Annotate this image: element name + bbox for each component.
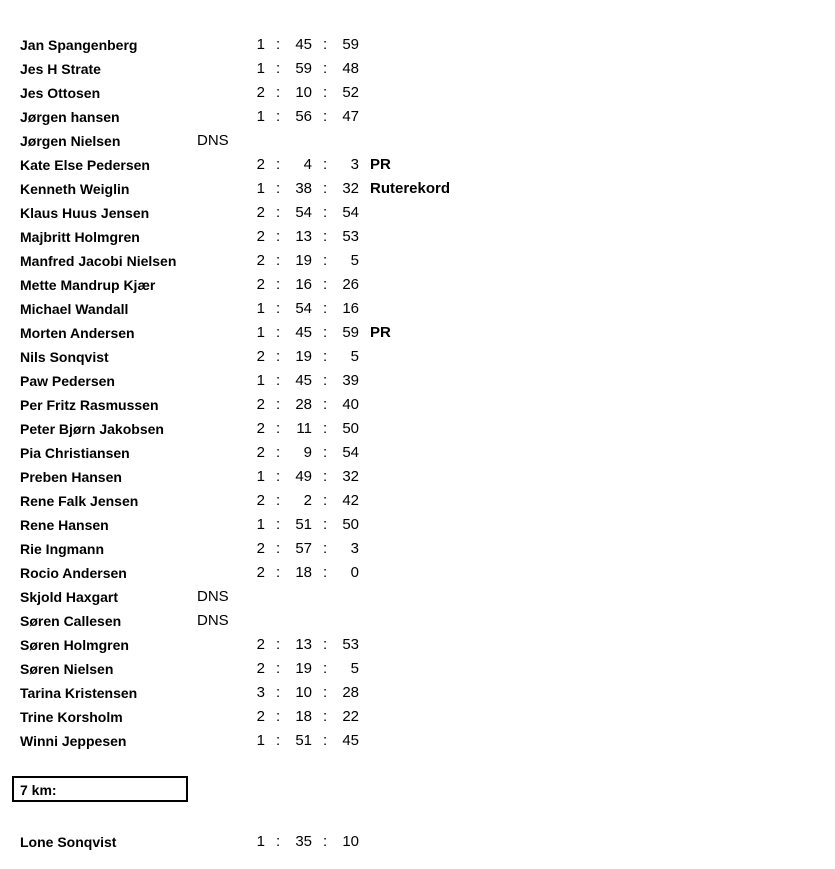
time-separator: : bbox=[323, 252, 328, 269]
time-minutes: 19 bbox=[295, 348, 312, 365]
time-separator: : bbox=[276, 540, 281, 557]
time-hours: 1 bbox=[256, 372, 265, 389]
time-separator: : bbox=[323, 684, 328, 701]
runner-name: Pia Christiansen bbox=[20, 445, 130, 461]
runner-name: Søren Nielsen bbox=[20, 661, 114, 677]
table-row bbox=[0, 321, 835, 345]
time-hours: 1 bbox=[256, 108, 265, 125]
runner-name: Trine Korsholm bbox=[20, 709, 123, 725]
time-separator: : bbox=[276, 396, 281, 413]
time-hours: 1 bbox=[256, 180, 265, 197]
time-hours: 1 bbox=[256, 300, 265, 317]
table-row bbox=[0, 105, 835, 129]
runner-name: Jørgen Nielsen bbox=[20, 133, 121, 149]
time-hours: 2 bbox=[256, 348, 265, 365]
time-separator: : bbox=[276, 300, 281, 317]
time-separator: : bbox=[276, 372, 281, 389]
time-seconds: 26 bbox=[342, 276, 359, 293]
time-minutes: 16 bbox=[295, 276, 312, 293]
runner-name: Søren Callesen bbox=[20, 613, 122, 629]
time-separator: : bbox=[323, 372, 328, 389]
time-seconds: 5 bbox=[350, 252, 359, 269]
time-hours: 1 bbox=[256, 516, 265, 533]
time-minutes: 18 bbox=[295, 564, 312, 581]
runner-name: Rene Falk Jensen bbox=[20, 493, 139, 509]
time-minutes: 45 bbox=[295, 36, 312, 53]
section-7km-header bbox=[12, 776, 188, 802]
time-separator: : bbox=[323, 444, 328, 461]
table-row bbox=[0, 705, 835, 729]
time-minutes: 35 bbox=[295, 833, 312, 850]
time-minutes: 10 bbox=[295, 84, 312, 101]
time-separator: : bbox=[323, 708, 328, 725]
time-hours: 2 bbox=[256, 420, 265, 437]
table-row bbox=[0, 441, 835, 465]
table-row bbox=[0, 297, 835, 321]
runner-name: Jes Ottosen bbox=[20, 85, 101, 101]
runner-name: Skjold Haxgart bbox=[20, 589, 119, 605]
time-separator: : bbox=[323, 204, 328, 221]
time-separator: : bbox=[323, 732, 328, 749]
table-row bbox=[0, 657, 835, 681]
result-note: PR bbox=[370, 324, 391, 341]
time-seconds: 42 bbox=[342, 492, 359, 509]
time-minutes: 56 bbox=[295, 108, 312, 125]
time-seconds: 54 bbox=[342, 444, 359, 461]
time-seconds: 32 bbox=[342, 180, 359, 197]
time-separator: : bbox=[323, 180, 328, 197]
time-hours: 2 bbox=[256, 636, 265, 653]
time-separator: : bbox=[323, 468, 328, 485]
time-seconds: 48 bbox=[342, 60, 359, 77]
status-label: DNS bbox=[197, 588, 229, 605]
time-hours: 2 bbox=[256, 540, 265, 557]
runner-name: Paw Pedersen bbox=[20, 373, 115, 389]
time-separator: : bbox=[323, 348, 328, 365]
results-table bbox=[0, 33, 835, 753]
time-seconds: 5 bbox=[350, 660, 359, 677]
runner-name: Kate Else Pedersen bbox=[20, 157, 150, 173]
time-minutes: 11 bbox=[296, 420, 312, 437]
time-separator: : bbox=[323, 228, 328, 245]
time-minutes: 54 bbox=[295, 300, 312, 317]
table-row bbox=[0, 345, 835, 369]
time-separator: : bbox=[276, 516, 281, 533]
time-separator: : bbox=[276, 492, 281, 509]
runner-name: Morten Andersen bbox=[20, 325, 135, 341]
time-separator: : bbox=[276, 84, 281, 101]
time-hours: 1 bbox=[256, 36, 265, 53]
time-minutes: 9 bbox=[303, 444, 312, 461]
time-seconds: 10 bbox=[342, 833, 359, 850]
table-row bbox=[0, 249, 835, 273]
time-minutes: 13 bbox=[295, 228, 312, 245]
time-separator: : bbox=[323, 516, 328, 533]
runner-name: Jes H Strate bbox=[20, 61, 101, 77]
time-separator: : bbox=[276, 708, 281, 725]
time-separator: : bbox=[276, 564, 281, 581]
table-row bbox=[0, 393, 835, 417]
time-minutes: 57 bbox=[295, 540, 312, 557]
runner-name: Jørgen hansen bbox=[20, 109, 120, 125]
time-separator: : bbox=[276, 204, 281, 221]
table-row bbox=[0, 537, 835, 561]
table-row bbox=[0, 81, 835, 105]
time-separator: : bbox=[276, 180, 281, 197]
table-row bbox=[0, 609, 835, 633]
results-table-7km bbox=[0, 830, 835, 854]
time-hours: 2 bbox=[256, 444, 265, 461]
table-row bbox=[0, 489, 835, 513]
runner-name: Kenneth Weiglin bbox=[20, 181, 130, 197]
time-seconds: 45 bbox=[342, 732, 359, 749]
runner-name: Nils Sonqvist bbox=[20, 349, 109, 365]
time-seconds: 5 bbox=[350, 348, 359, 365]
time-seconds: 3 bbox=[350, 540, 359, 557]
time-hours: 2 bbox=[256, 492, 265, 509]
runner-name: Mette Mandrup Kjær bbox=[20, 277, 156, 293]
time-seconds: 59 bbox=[342, 36, 359, 53]
time-separator: : bbox=[276, 252, 281, 269]
time-separator: : bbox=[276, 156, 281, 173]
time-separator: : bbox=[323, 396, 328, 413]
runner-name: Peter Bjørn Jakobsen bbox=[20, 421, 164, 437]
time-separator: : bbox=[276, 324, 281, 341]
time-seconds: 40 bbox=[342, 396, 359, 413]
table-row bbox=[0, 465, 835, 489]
runner-name: Winni Jeppesen bbox=[20, 733, 127, 749]
time-separator: : bbox=[276, 420, 281, 437]
time-separator: : bbox=[323, 36, 328, 53]
table-row bbox=[0, 729, 835, 753]
time-separator: : bbox=[276, 444, 281, 461]
table-row bbox=[0, 225, 835, 249]
time-minutes: 13 bbox=[295, 636, 312, 653]
time-hours: 2 bbox=[256, 84, 265, 101]
time-seconds: 53 bbox=[342, 636, 359, 653]
result-note: PR bbox=[370, 156, 391, 173]
runner-name: Rene Hansen bbox=[20, 517, 109, 533]
time-separator: : bbox=[323, 833, 328, 850]
status-label: DNS bbox=[197, 132, 229, 149]
time-seconds: 54 bbox=[342, 204, 359, 221]
time-seconds: 53 bbox=[342, 228, 359, 245]
runner-name: Rocio Andersen bbox=[20, 565, 127, 581]
time-hours: 2 bbox=[256, 156, 265, 173]
time-seconds: 50 bbox=[342, 516, 359, 533]
time-minutes: 10 bbox=[295, 684, 312, 701]
time-separator: : bbox=[276, 732, 281, 749]
table-row bbox=[0, 177, 835, 201]
time-separator: : bbox=[323, 156, 328, 173]
table-row bbox=[0, 57, 835, 81]
time-hours: 1 bbox=[256, 60, 265, 77]
time-separator: : bbox=[276, 660, 281, 677]
time-separator: : bbox=[323, 564, 328, 581]
time-separator: : bbox=[276, 36, 281, 53]
table-row bbox=[0, 513, 835, 537]
time-separator: : bbox=[323, 420, 328, 437]
time-separator: : bbox=[276, 108, 281, 125]
time-hours: 2 bbox=[256, 252, 265, 269]
time-hours: 3 bbox=[256, 684, 265, 701]
table-row bbox=[0, 417, 835, 441]
time-separator: : bbox=[323, 60, 328, 77]
time-separator: : bbox=[323, 108, 328, 125]
section-7km-label: 7 km: bbox=[20, 782, 57, 798]
runner-name: Preben Hansen bbox=[20, 469, 122, 485]
time-separator: : bbox=[276, 276, 281, 293]
time-seconds: 28 bbox=[342, 684, 359, 701]
time-minutes: 45 bbox=[295, 372, 312, 389]
runner-name: Per Fritz Rasmussen bbox=[20, 397, 159, 413]
time-hours: 2 bbox=[256, 708, 265, 725]
time-hours: 2 bbox=[256, 276, 265, 293]
time-seconds: 52 bbox=[342, 84, 359, 101]
time-separator: : bbox=[276, 684, 281, 701]
runner-name: Søren Holmgren bbox=[20, 637, 129, 653]
time-minutes: 18 bbox=[295, 708, 312, 725]
time-separator: : bbox=[323, 324, 328, 341]
table-row bbox=[0, 633, 835, 657]
time-separator: : bbox=[323, 636, 328, 653]
time-hours: 1 bbox=[256, 324, 265, 341]
time-hours: 2 bbox=[256, 396, 265, 413]
time-hours: 2 bbox=[256, 564, 265, 581]
time-hours: 2 bbox=[256, 660, 265, 677]
time-separator: : bbox=[276, 228, 281, 245]
runner-name: Rie Ingmann bbox=[20, 541, 105, 557]
time-seconds: 39 bbox=[342, 372, 359, 389]
time-minutes: 59 bbox=[295, 60, 312, 77]
table-row bbox=[0, 681, 835, 705]
time-hours: 1 bbox=[256, 468, 265, 485]
time-hours: 1 bbox=[256, 833, 265, 850]
runner-name: Majbritt Holmgren bbox=[20, 229, 140, 245]
table-row bbox=[0, 830, 835, 854]
time-minutes: 19 bbox=[295, 660, 312, 677]
time-minutes: 51 bbox=[295, 732, 312, 749]
time-seconds: 50 bbox=[342, 420, 359, 437]
time-minutes: 4 bbox=[303, 156, 312, 173]
runner-name: Manfred Jacobi Nielsen bbox=[20, 253, 177, 269]
time-minutes: 28 bbox=[295, 396, 312, 413]
time-minutes: 51 bbox=[295, 516, 312, 533]
time-separator: : bbox=[276, 468, 281, 485]
table-row bbox=[0, 33, 835, 57]
time-minutes: 19 bbox=[295, 252, 312, 269]
time-hours: 2 bbox=[256, 228, 265, 245]
time-minutes: 49 bbox=[295, 468, 312, 485]
time-separator: : bbox=[276, 60, 281, 77]
table-row bbox=[0, 369, 835, 393]
time-minutes: 38 bbox=[295, 180, 312, 197]
time-hours: 1 bbox=[256, 732, 265, 749]
runner-name: Tarina Kristensen bbox=[20, 685, 138, 701]
time-separator: : bbox=[323, 84, 328, 101]
runner-name: Lone Sonqvist bbox=[20, 834, 117, 850]
table-row bbox=[0, 201, 835, 225]
table-row bbox=[0, 153, 835, 177]
time-minutes: 45 bbox=[295, 324, 312, 341]
time-minutes: 2 bbox=[303, 492, 312, 509]
runner-name: Jan Spangenberg bbox=[20, 37, 138, 53]
time-separator: : bbox=[323, 300, 328, 317]
time-separator: : bbox=[323, 492, 328, 509]
time-separator: : bbox=[276, 348, 281, 365]
table-row bbox=[0, 585, 835, 609]
table-row bbox=[0, 561, 835, 585]
table-row bbox=[0, 273, 835, 297]
runner-name: Klaus Huus Jensen bbox=[20, 205, 150, 221]
time-seconds: 16 bbox=[342, 300, 359, 317]
table-row bbox=[0, 129, 835, 153]
time-seconds: 47 bbox=[342, 108, 359, 125]
status-label: DNS bbox=[197, 612, 229, 629]
time-separator: : bbox=[276, 833, 281, 850]
time-separator: : bbox=[323, 540, 328, 557]
time-seconds: 22 bbox=[342, 708, 359, 725]
time-seconds: 0 bbox=[350, 564, 359, 581]
time-separator: : bbox=[276, 636, 281, 653]
time-seconds: 59 bbox=[342, 324, 359, 341]
time-hours: 2 bbox=[256, 204, 265, 221]
time-minutes: 54 bbox=[295, 204, 312, 221]
time-seconds: 3 bbox=[350, 156, 359, 173]
result-note: Ruterekord bbox=[370, 180, 451, 197]
time-seconds: 32 bbox=[342, 468, 359, 485]
runner-name: Michael Wandall bbox=[20, 301, 129, 317]
time-separator: : bbox=[323, 276, 328, 293]
time-separator: : bbox=[323, 660, 328, 677]
